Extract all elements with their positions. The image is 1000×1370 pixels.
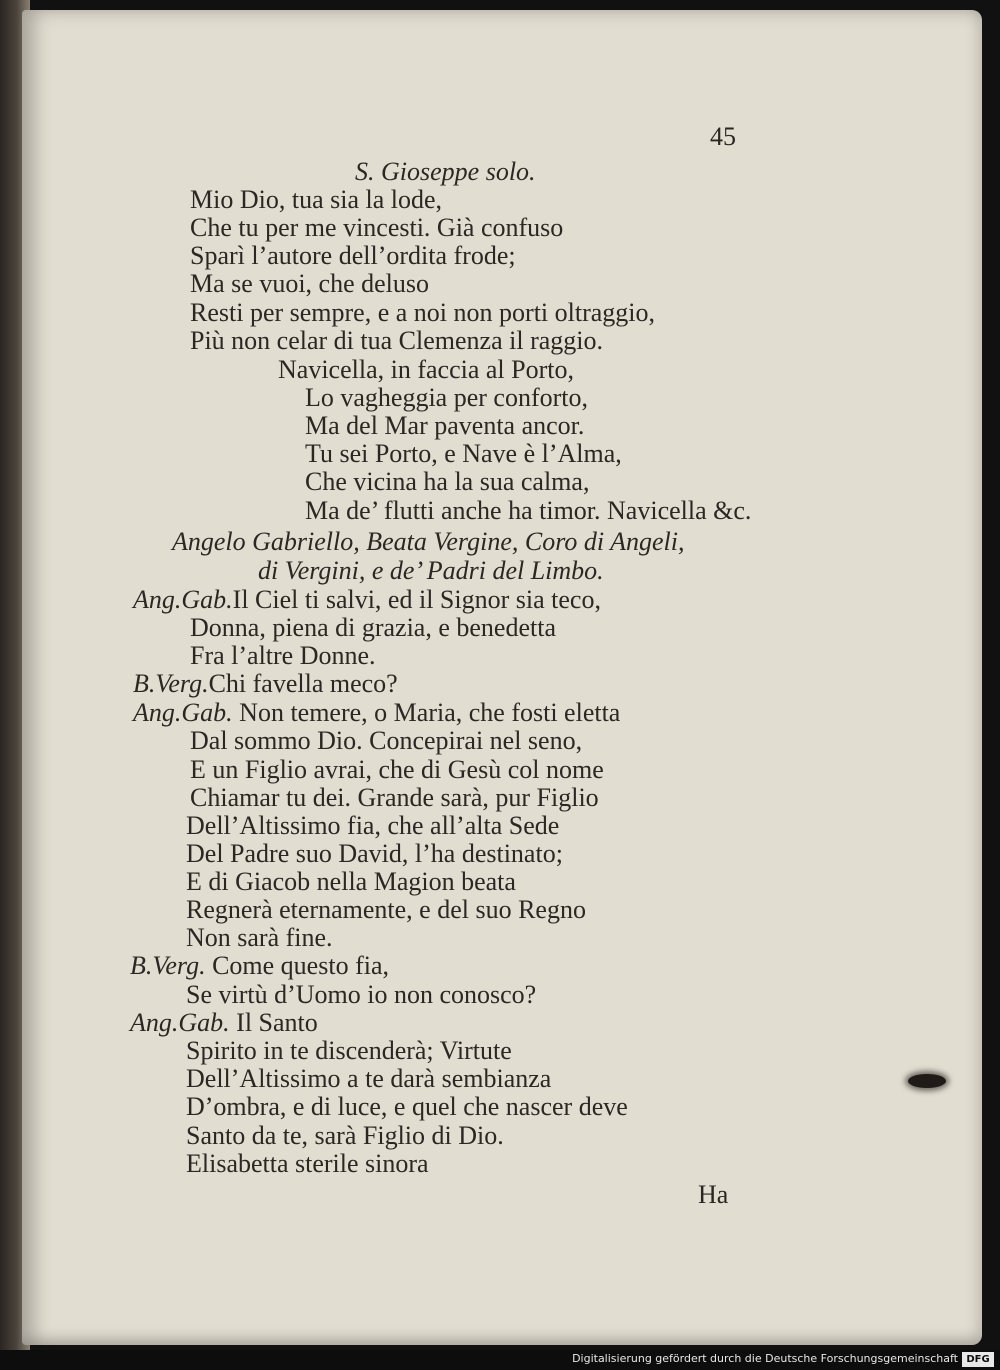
text-line: Ma del Mar paventa ancor. xyxy=(305,411,585,440)
speech-line xyxy=(130,1009,318,1037)
text-line: Ma se vuoi, che deluso xyxy=(190,269,430,298)
speech-text: Il Ciel ti salvi, ed il Signor sia teco, xyxy=(232,585,601,614)
speech-text: Chi favella meco? xyxy=(208,669,398,698)
speech-line xyxy=(130,952,389,980)
text-line: Ma de’ flutti anche ha timor. Navicella &c. xyxy=(305,496,752,525)
footer-credit: Digitalisierung gefördert durch die Deutsche Forschungsgemeinschaft xyxy=(572,1352,958,1365)
text-line: Spirito in te discenderà; Virtute xyxy=(186,1036,512,1065)
catchword: Ha xyxy=(698,1180,729,1209)
text-line: Regnerà eternamente, e del suo Regno xyxy=(186,895,586,924)
speech-line xyxy=(133,670,398,698)
text-line: Elisabetta sterile sinora xyxy=(186,1149,429,1178)
text-line: Resti per sempre, e a noi non porti oltraggio, xyxy=(190,298,656,327)
speech-text: Come questo fia, xyxy=(212,951,389,980)
text-line: Mio Dio, tua sia la lode, xyxy=(190,185,443,214)
text-line: Donna, piena di grazia, e benedetta xyxy=(190,613,556,642)
stage-direction: di Vergini, e de’ Padri del Limbo. xyxy=(258,556,604,585)
text-line: Navicella, in faccia al Porto, xyxy=(278,355,574,384)
speech-text: Il Santo xyxy=(236,1008,318,1037)
text-line: Lo vagheggia per conforto, xyxy=(305,383,589,412)
speaker-label: Ang.Gab. xyxy=(133,585,233,614)
speech-line xyxy=(133,586,601,614)
stage-direction: Angelo Gabriello, Beata Vergine, Coro di Angeli, xyxy=(172,527,685,556)
text-line: E di Giacob nella Magion beata xyxy=(186,867,516,896)
speaker-label: Ang.Gab. xyxy=(133,698,233,727)
text-line: Dell’Altissimo a te darà sembianza xyxy=(186,1064,552,1093)
text-line: Sparì l’autore dell’ordita frode; xyxy=(190,241,516,270)
text-line: Se virtù d’Uomo io non conosco? xyxy=(186,980,537,1009)
speaker-label: Ang.Gab. xyxy=(130,1008,230,1037)
text-line: E un Figlio avrai, che di Gesù col nome xyxy=(190,755,604,784)
text-line: Più non celar di tua Clemenza il raggio. xyxy=(190,326,603,355)
text-line: Non sarà fine. xyxy=(186,923,333,952)
text-line: Chiamar tu dei. Grande sarà, pur Figlio xyxy=(190,783,599,812)
ink-stain xyxy=(908,1074,946,1088)
text-line: Tu sei Porto, e Nave è l’Alma, xyxy=(305,439,622,468)
text-line: Dell’Altissimo fia, che all’alta Sede xyxy=(186,811,560,840)
dfg-logo-icon: DFG xyxy=(962,1352,994,1367)
speaker-label: B.Verg. xyxy=(130,951,206,980)
speech-text: Non temere, o Maria, che fosti eletta xyxy=(239,698,621,727)
text-line: Che tu per me vincesti. Già confuso xyxy=(190,213,564,242)
page-number: 45 xyxy=(710,122,736,151)
section-heading: S. Gioseppe solo. xyxy=(355,157,536,186)
digitization-footer xyxy=(0,1350,1000,1370)
text-line: Fra l’altre Donne. xyxy=(190,641,376,670)
text-line: Santo da te, sarà Figlio di Dio. xyxy=(186,1121,504,1150)
text-line: D’ombra, e di luce, e quel che nascer deve xyxy=(186,1092,628,1121)
text-line: Del Padre suo David, l’ha destinato; xyxy=(186,839,563,868)
text-line: Dal sommo Dio. Concepirai nel seno, xyxy=(190,726,583,755)
speech-line xyxy=(133,699,620,727)
speaker-label: B.Verg. xyxy=(133,669,209,698)
text-line: Che vicina ha la sua calma, xyxy=(305,467,590,496)
